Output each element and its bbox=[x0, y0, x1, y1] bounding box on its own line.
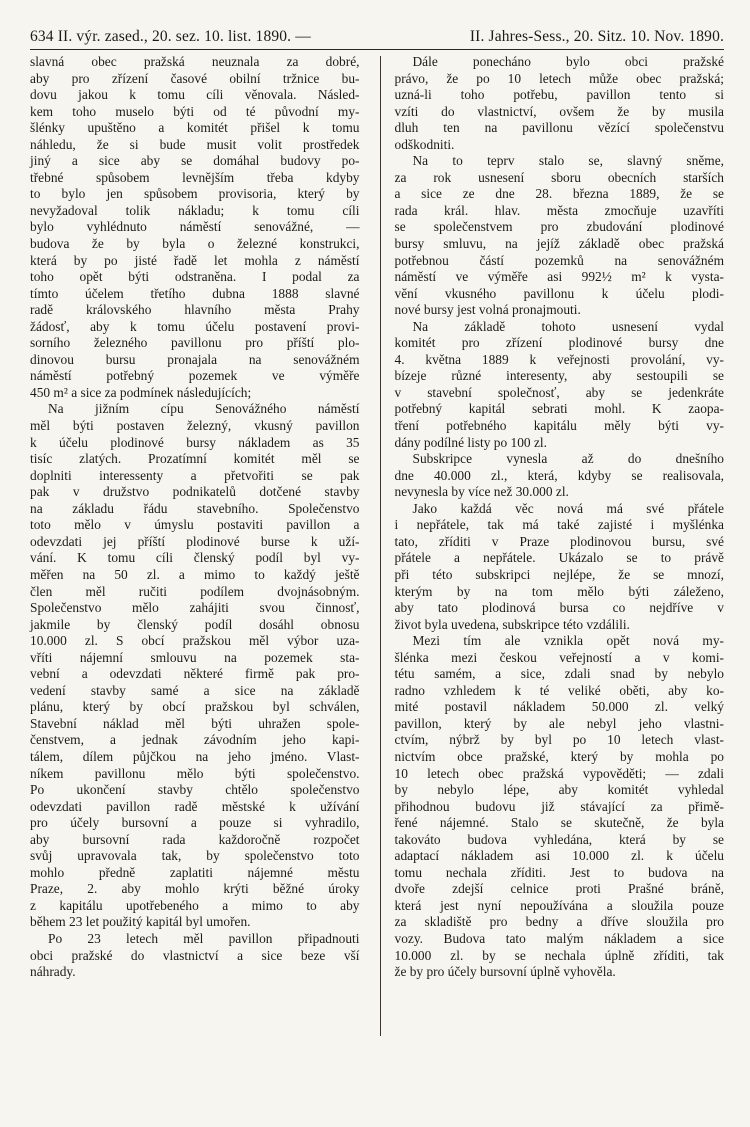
text-line: doplniti interessenty a přetvořiti se pak bbox=[30, 467, 360, 483]
text-line: dovu jakou k tomu cíli věnovala. Násled- bbox=[30, 87, 360, 103]
text-line: dluh ten na pavillonu vězící společenstvu bbox=[394, 120, 724, 136]
header-rule bbox=[30, 49, 724, 50]
text-line: vedení stavby samé a sice na základě bbox=[30, 682, 360, 698]
text-line: potřebnou částí pozemků na senovážném bbox=[394, 252, 724, 268]
text-line: dány podílné listy po 100 zl. bbox=[394, 434, 547, 450]
text-line: 4. května 1889 k veřejnosti provolání, vy- bbox=[394, 351, 724, 367]
text-line: náhrady. bbox=[30, 964, 76, 980]
text-line: Subskripce vynesla až do dnešního bbox=[412, 451, 724, 467]
text-line: náměstí ve výměře asi 992½ m² k vysta- bbox=[394, 269, 724, 285]
header-right: II. Jahres-Sess., 20. Sitz. 10. Nov. 1890. bbox=[469, 28, 724, 45]
text-line: toho opět býti odstraněna. I podal za bbox=[30, 269, 360, 285]
text-line: Stavební náklad měl býti uhražen spole- bbox=[30, 715, 360, 731]
text-line: takováto budova vyhledána, která by se bbox=[394, 831, 724, 847]
text-line: Mezi tím ale vznikla opět nová my- bbox=[412, 633, 724, 649]
text-line: dinovou bursu pronajala na senovážném bbox=[30, 351, 360, 367]
text-line: nové bursy jest volná pronajmouti. bbox=[394, 302, 581, 318]
text-line: 10.000 zl. by se nechala úplně zříditi, tak bbox=[394, 947, 724, 963]
text-line: vání. K tomu cíli členský podíl byl vy- bbox=[30, 550, 360, 566]
text-line: přihodnou budovu již stávající za přimě- bbox=[394, 798, 724, 814]
text-line: šlénky upuštěno a komitét přišel k tomu bbox=[30, 120, 360, 136]
text-line: šlénka mezi českou veřejností a v komi- bbox=[394, 649, 724, 665]
text-line: nictvím obce pražské, který by mohla po bbox=[394, 748, 724, 764]
text-line: při této subskripci nejlépe, že se mnozí, bbox=[394, 566, 724, 582]
text-line: tření potřebného kapitálu měly býti vy- bbox=[394, 418, 724, 434]
text-line: Po ukončení stavby chtělo společenstvo bbox=[30, 782, 360, 798]
text-line: v stavební společnosť, aby se jedenkráte bbox=[394, 384, 724, 400]
text-line: Na to teprv stalo se, slavný sněme, bbox=[412, 153, 724, 169]
text-line: člen měl ručiti podílem dvojnásobným. bbox=[30, 583, 360, 599]
text-line: tálem, dílem půjčkou na jeho jméno. Vlast- bbox=[30, 748, 360, 764]
text-line: svůj upravovala tak, by společenstvo toto bbox=[30, 848, 360, 864]
text-line: život byla uvedena, subskripce této vzdálili. bbox=[394, 616, 630, 632]
text-line: mohlo předně zaplatiti nájemné městu bbox=[30, 864, 360, 880]
text-line: přátele a nepřátele. Ukázalo se to právě bbox=[394, 550, 724, 566]
text-line: ctvím, nýbrž by byl po 10 letech vlast- bbox=[394, 732, 724, 748]
text-line: odškodniti. bbox=[394, 136, 455, 152]
text-line: na základu řádu stavebního. Společenstvo bbox=[30, 500, 360, 516]
text-line: tato, zříditi v Praze plodinovou bursu, své bbox=[394, 533, 724, 549]
text-line: vzíti do vlastnictví, ovšem že by musila bbox=[394, 103, 724, 119]
text-line: Na základě tohoto usnesení vydal bbox=[412, 318, 724, 334]
text-line: to bylo jen spůsobem provisoria, který by bbox=[30, 186, 360, 202]
text-line: vříti nájemní smlouvu na pozemek sta- bbox=[30, 649, 360, 665]
left-column bbox=[30, 54, 360, 1036]
text-line: aby bursovní rada každoročně rozpočet bbox=[30, 831, 360, 847]
text-line: by nebylo lépe, aby komitét vyhledal bbox=[394, 782, 724, 798]
text-line: jakmile by členský podíl dosáhl obnosu bbox=[30, 616, 360, 632]
text-line: 450 m² a sice za podmínek následujících; bbox=[30, 384, 252, 400]
text-line: slavná obec pražská neuznala za dobré, bbox=[30, 54, 360, 69]
text-line: řené nájemné. Stalo se skutečně, že byla bbox=[394, 815, 724, 831]
text-line: právo, že po 10 letech může obec pražská; bbox=[394, 70, 724, 86]
text-line: pak v družstvo podnikatelů dotčené stavby bbox=[30, 484, 360, 500]
text-columns bbox=[30, 54, 724, 1036]
text-line: tomu nechala zříditi. Jest to budova na bbox=[394, 864, 724, 880]
text-line: vění vkusného pavillonu k účelu plodi- bbox=[394, 285, 724, 301]
text-line: žádosť, aby k tomu účelu postavení provi- bbox=[30, 318, 360, 334]
text-line: z kapitálu upotřebeného a mimo to aby bbox=[30, 897, 360, 913]
text-line: adaptací nákladem asi 10.000 zl. k účelu bbox=[394, 848, 724, 864]
text-line: i nepřátele, tak má také zajisté i myšlénka bbox=[394, 517, 724, 533]
text-line: Na jižním cípu Senovážného náměstí bbox=[48, 401, 360, 417]
text-line: obci pražské do vlastnictví a sice beze vší bbox=[30, 947, 360, 963]
text-line: uzná-li toho potřebu, pavillon tento si bbox=[394, 87, 724, 103]
text-line: radno vzhledem k té veliké oběti, aby ko- bbox=[394, 682, 724, 698]
text-line: kterým by na tom mělo býti záleženo, bbox=[394, 583, 724, 599]
text-line: 10.000 zl. S obcí pražskou měl výbor uza- bbox=[30, 633, 360, 649]
text-line: Praze, 2. aby mohlo krýti běžné úroky bbox=[30, 881, 360, 897]
text-line: toto mělo v úmyslu postaviti pavillon a bbox=[30, 517, 360, 533]
text-line: bylo vyhlédnuto náměstí senovážné, — bbox=[30, 219, 360, 235]
text-line: a sice ze dne 28. března 1889, že se bbox=[394, 186, 724, 202]
text-line: odevzdati jej příští plodinové burse k uží- bbox=[30, 533, 360, 549]
text-line: Společenstvo mělo zahájiti svou činnosť, bbox=[30, 600, 360, 616]
text-line: Po 23 letech měl pavillon připadnouti bbox=[48, 930, 360, 946]
text-line: měl býti postaven železný, vkusný pavillon bbox=[30, 418, 360, 434]
page-header bbox=[30, 28, 724, 46]
text-line: aby tato plodinová bursa co nejdříve v bbox=[394, 600, 724, 616]
text-line: aby pro zřízení časové obilní tržnice bu- bbox=[30, 70, 360, 86]
text-line: jiný a sice aby se domáhal budovy po- bbox=[30, 153, 360, 169]
text-line: potřebný kapitál sebrati mohl. K zaopa- bbox=[394, 401, 724, 417]
text-line: vební a odevzdati některé firmě pak pro- bbox=[30, 666, 360, 682]
text-line: k účelu plodinové bursy nákladem as 35 bbox=[30, 434, 360, 450]
text-line: rada král. hlav. města zmocňuje uzavříti bbox=[394, 202, 724, 218]
text-line: která jest nyní nepoužívána a sloužila pouze bbox=[394, 897, 724, 913]
text-line: že by pro účely bursovní úplně vyhověla. bbox=[394, 964, 616, 980]
header-left: 634 II. výr. zased., 20. sez. 10. list. 1890. — bbox=[30, 28, 311, 45]
text-line: vozy. Budova tato malým nákladem a sice bbox=[394, 930, 724, 946]
text-line: dvoře zdejší celnice proti Prašné bráně, bbox=[394, 881, 724, 897]
text-line: mité postavil nákladem 50.000 zl. velký bbox=[394, 699, 724, 715]
text-line: nevyžadoval tolik nákladu; k tomu cíli bbox=[30, 202, 360, 218]
text-line: čenstvem, a jednak závodním jeho kapi- bbox=[30, 732, 360, 748]
column-divider bbox=[380, 56, 381, 1036]
text-line: za skladiště pro bedny a dříve sloužila pro bbox=[394, 914, 724, 930]
text-line: sorního železného pavillonu pro příští plo- bbox=[30, 335, 360, 351]
text-line: dne 40.000 zl., která, kdyby se realisovala, bbox=[394, 467, 724, 483]
text-line: níkem pavillonu mělo býti společenstvo. bbox=[30, 765, 360, 781]
text-line: tímto účelem třetího dubna 1888 slavné bbox=[30, 285, 360, 301]
text-line: během 23 let použitý kapitál byl umořen. bbox=[30, 914, 251, 930]
text-line: měřen na 50 zl. a mimo to každý ještě bbox=[30, 566, 360, 582]
text-line: třebné spůsobem levnějším třeba kdyby bbox=[30, 169, 360, 185]
text-line: nevynesla by více než 30.000 zl. bbox=[394, 484, 569, 500]
text-line: se společenstvem pro zbudování plodinové bbox=[394, 219, 724, 235]
text-line: Dále ponecháno bylo obci pražské bbox=[412, 54, 724, 69]
text-line: odevzdati pavillon radě městské k užívání bbox=[30, 798, 360, 814]
text-line: bursy smluvu, na jejíž základě obec pražská bbox=[394, 236, 724, 252]
text-line: 10 letech obec pražská vypověděti; — zdali bbox=[394, 765, 724, 781]
text-line: za rok usnesení sboru obecních starších bbox=[394, 169, 724, 185]
text-line: bízeje různé interesenty, aby sestoupili se bbox=[394, 368, 724, 384]
text-line: radě královského hlavního města Prahy bbox=[30, 302, 360, 318]
text-line: která by po jisté řadě let mohla z náměstí bbox=[30, 252, 360, 268]
text-line: budova že by byla o železné konstrukci, bbox=[30, 236, 360, 252]
text-line: náměstí potřebný pozemek ve výměře bbox=[30, 368, 360, 384]
text-line: tisíc zlatých. Prozatímní komitét měl se bbox=[30, 451, 360, 467]
text-line: komitét pro zřízení plodinové bursy dne bbox=[394, 335, 724, 351]
text-line: pro účely bursovní a pouze si vyhradilo, bbox=[30, 815, 360, 831]
text-line: kem toho muselo býti od té původní my- bbox=[30, 103, 360, 119]
text-line: tétu samém, a sice, zdali snad by nebylo bbox=[394, 666, 724, 682]
text-line: náhledu, že si bude musit volit prostředek bbox=[30, 136, 360, 152]
text-line: Jako každá věc nová má své přátele bbox=[412, 500, 724, 516]
right-column bbox=[395, 54, 725, 1036]
text-line: pavillon, který by ale nebyl jeho vlastni- bbox=[394, 715, 724, 731]
text-line: plánu, který by obcí pražskou byl schválen, bbox=[30, 699, 360, 715]
